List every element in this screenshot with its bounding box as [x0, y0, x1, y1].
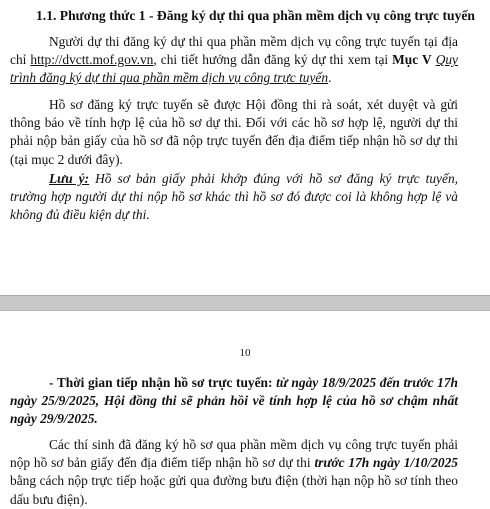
- registration-portal-link[interactable]: http://dvctt.mof.gov.vn: [30, 52, 154, 68]
- note-text: Hồ sơ bản giấy phải khớp đúng với hồ sơ đăng ký trực tuyến, trường hợp người dự thi nộp hồ sơ khác thì hồ sơ đó được coi là không hợp lệ và không đủ điều kiện dự thi.: [10, 171, 458, 223]
- page-separator: [0, 295, 490, 311]
- paper-submission-deadline: trước 17h ngày 1/10/2025: [314, 455, 459, 471]
- section-reference: Mục V: [392, 52, 432, 68]
- page-number: 10: [239, 347, 251, 359]
- paper-submission-paragraph: [10, 436, 458, 509]
- review-paragraph: Hồ sơ đăng ký trực tuyến sẽ được Hội đồng thi rà soát, xét duyệt và gửi thông báo về tính hợp lệ của hồ sơ dự thi. Đối với các hồ sơ hợp lệ, người dự thi phải nộp bản giấy của hồ sơ đã nộp trực tuyến đến địa điểm tiếp nhận hồ sơ dự thi (tại mục 2 dưới đây).: [10, 97, 458, 167]
- note-label: Lưu ý:: [49, 171, 90, 186]
- registration-end-punctuation: .: [328, 70, 332, 86]
- guide-title: Quy trình đăng ký dự thi qua phần mềm dịch vụ công trực tuyến: [10, 52, 458, 86]
- reception-lead-text: - Thời gian tiếp nhận hồ sơ trực tuyến:: [49, 375, 277, 390]
- section-heading: 1.1. Phương thức 1 - Đăng ký dự thi qua phần mềm dịch vụ công trực tuyến: [36, 8, 475, 23]
- registration-paragraph: [10, 33, 458, 88]
- paper-submission-lead: Các thí sinh đã đăng ký hồ sơ qua phần mềm dịch vụ công trực tuyến phải nộp hồ sơ bản giấy đến địa điểm tiếp nhận hồ sơ dự thi: [10, 437, 458, 471]
- registration-middle-text: , chi tiết hướng dẫn đăng ký dự thi xem tại: [153, 52, 393, 68]
- note-paragraph: [10, 170, 458, 225]
- reception-time-paragraph: [10, 374, 458, 429]
- registration-lead-text: Người dự thi đăng ký dự thi qua phần mềm dịch vụ công trực tuyến tại địa chỉ: [10, 34, 458, 68]
- reception-time-text: từ ngày 18/9/2025 đến trước 17h ngày 25/9/2025, Hội đồng thi sẽ phản hồi về tính hợp lệ của hồ sơ chậm nhất ngày 29/9/2025.: [10, 375, 458, 427]
- paper-submission-end: bằng cách nộp trực tiếp hoặc gửi qua đường bưu điện (thời hạn nộp hồ sơ tính theo dấu bưu điện).: [10, 473, 458, 507]
